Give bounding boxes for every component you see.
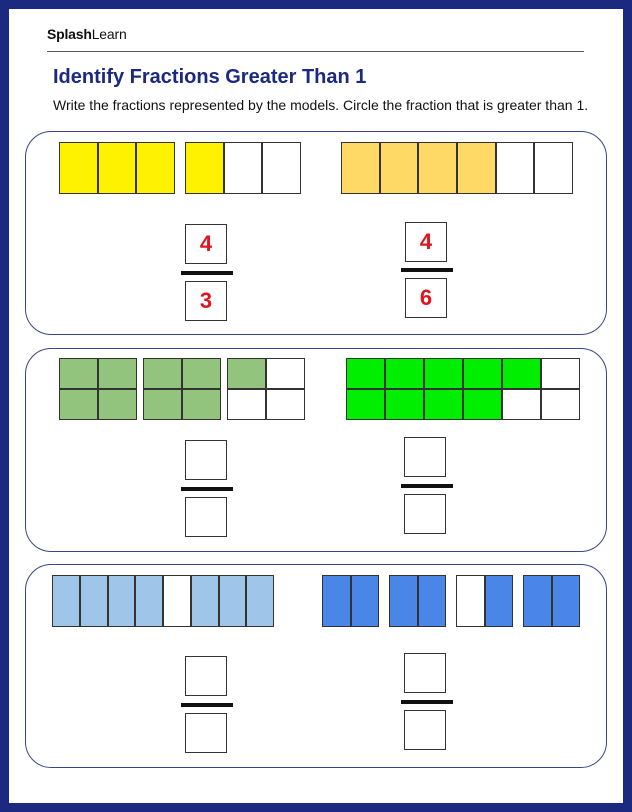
fraction-a-denominator[interactable]: 3 bbox=[185, 281, 227, 321]
fraction-b-numerator[interactable]: 4 bbox=[405, 222, 447, 262]
model-f-bar-3 bbox=[456, 575, 513, 627]
fraction-a-bar bbox=[181, 271, 233, 275]
fraction-e-denominator[interactable] bbox=[185, 713, 227, 753]
model-c-square-1 bbox=[59, 358, 137, 420]
fraction-c-denominator[interactable] bbox=[185, 497, 227, 537]
model-c-square-2 bbox=[143, 358, 221, 420]
fraction-c-numerator[interactable] bbox=[185, 440, 227, 480]
model-f-bar-2 bbox=[389, 575, 446, 627]
fraction-c-bar bbox=[181, 487, 233, 491]
fraction-e-bar bbox=[181, 703, 233, 707]
fraction-d-denominator[interactable] bbox=[404, 494, 446, 534]
fraction-d-numerator[interactable] bbox=[404, 437, 446, 477]
model-d-bar bbox=[346, 358, 580, 420]
fraction-a-numerator[interactable]: 4 bbox=[185, 224, 227, 264]
model-c-square-3 bbox=[227, 358, 305, 420]
worksheet-title: Identify Fractions Greater Than 1 bbox=[53, 66, 367, 88]
fraction-f-numerator[interactable] bbox=[404, 653, 446, 693]
fraction-e-numerator[interactable] bbox=[185, 656, 227, 696]
model-f-bar-4 bbox=[523, 575, 580, 627]
brand-logo: SplashLearn bbox=[47, 26, 127, 42]
fraction-f-bar bbox=[401, 700, 453, 704]
fraction-b-denominator[interactable]: 6 bbox=[405, 278, 447, 318]
worksheet-instructions: Write the fractions represented by the models. Circle the fraction that is greater than 1. bbox=[53, 97, 589, 113]
model-a-bar-1 bbox=[59, 142, 175, 194]
model-f-bar-1 bbox=[322, 575, 379, 627]
model-a-bar-2 bbox=[185, 142, 301, 194]
fraction-b-bar bbox=[401, 268, 453, 272]
model-e-bar bbox=[52, 575, 274, 627]
fraction-f-denominator[interactable] bbox=[404, 710, 446, 750]
fraction-d-bar bbox=[401, 484, 453, 488]
header-rule bbox=[47, 51, 584, 52]
model-b-bar bbox=[341, 142, 573, 194]
